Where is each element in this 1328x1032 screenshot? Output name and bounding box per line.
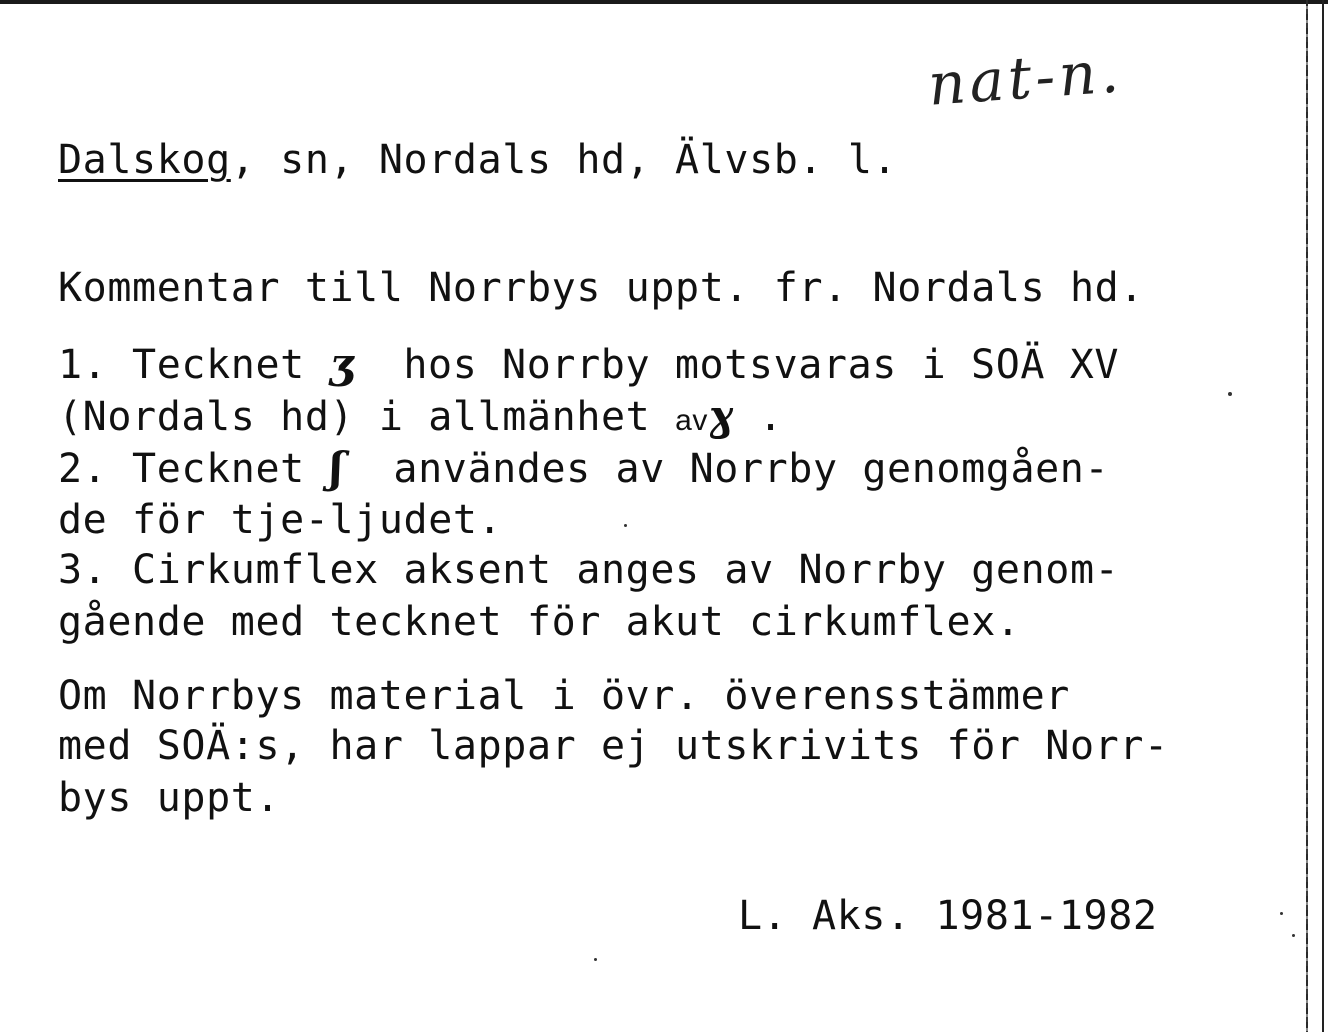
ink-speck — [624, 524, 627, 527]
item2-line2: de för tje-ljudet. — [58, 497, 503, 543]
item3-line2: gående med tecknet för akut cirkumflex. — [58, 599, 1021, 645]
ink-speck — [1228, 392, 1232, 396]
card-right-border — [1322, 0, 1324, 1032]
card-right-edge — [1306, 0, 1308, 1032]
item2-line1 — [58, 442, 1109, 495]
item3-line1: 3. Cirkumflex aksent anges av Norrby genom- — [58, 547, 1120, 593]
item1-line1 — [58, 338, 1119, 391]
item1-line2 — [58, 390, 783, 447]
ink-speck — [594, 958, 597, 961]
item1-text-d: . — [733, 394, 784, 440]
handwritten-annotation: nat-n. — [925, 37, 1125, 119]
card-top-edge — [0, 0, 1328, 4]
closing-line2: med SOÄ:s, har lappar ej utskrivits för Norr- — [58, 723, 1169, 769]
ezh-glyph: ʒ — [329, 339, 354, 388]
parish-name: Dalskog — [58, 137, 231, 183]
item1-text-c: (Nordals hd) i allmänhet — [58, 394, 676, 440]
closing-line3: bys uppt. — [58, 775, 281, 821]
item1-text-a: 1. Tecknet — [58, 342, 330, 388]
signature-line: L. Aks. 1981-1982 — [738, 893, 1158, 939]
item1-text-b: hos Norrby motsvaras i SOÄ XV — [353, 342, 1120, 388]
esh-glyph: ʃ — [329, 443, 345, 492]
header-rest: , sn, Nordals hd, Älvsb. l. — [230, 137, 898, 183]
heading-line: Kommentar till Norrbys uppt. fr. Nordals hd. — [58, 265, 1145, 311]
item2-text-b: användes av Norrby genomgåen- — [344, 446, 1110, 492]
header-line — [58, 134, 897, 186]
handwritten-av: av — [675, 404, 708, 437]
ink-speck — [1292, 934, 1295, 937]
closing-line1: Om Norrbys material i övr. överensstämmer — [58, 673, 1070, 719]
gamma-glyph: ɣ — [707, 391, 734, 440]
item2-text-a: 2. Tecknet — [58, 446, 330, 492]
ink-speck — [1280, 912, 1283, 915]
